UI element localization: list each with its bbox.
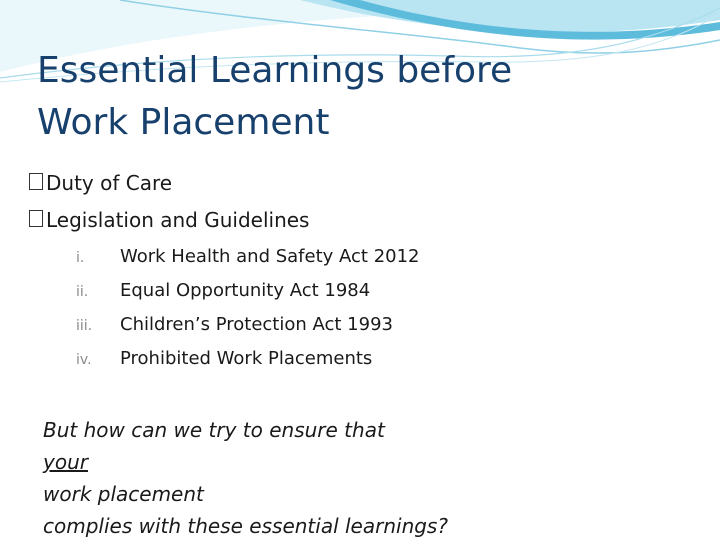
emphasized-word: your <box>43 450 88 474</box>
closing-question-line-1 <box>43 414 703 510</box>
list-numeral: iv. <box>76 352 92 368</box>
list-numeral: iii. <box>76 318 93 334</box>
bullet-item <box>29 165 309 202</box>
bullet-list <box>29 165 309 239</box>
list-item-text: Children’s Protection Act 1993 <box>120 314 393 335</box>
slide-title <box>37 45 512 149</box>
bullet-text: Legislation and Guidelines <box>46 208 310 232</box>
slide-title-line-1: Essential Learnings before <box>37 50 513 91</box>
missing-glyph-icon <box>29 210 43 227</box>
closing-question-line-2: complies with these essential learnings? <box>43 514 448 538</box>
question-text: But how can we try to ensure that <box>43 418 385 442</box>
list-item <box>76 240 420 274</box>
list-item <box>76 308 420 342</box>
missing-glyph-icon <box>29 173 43 190</box>
question-text: work placement <box>43 482 204 506</box>
list-item <box>76 342 420 376</box>
legislation-list <box>76 240 420 376</box>
slide-title-line-2: Work Placement <box>37 102 330 143</box>
bullet-text: Duty of Care <box>46 171 173 195</box>
bullet-item <box>29 202 309 239</box>
list-item-text: Work Health and Safety Act 2012 <box>120 246 420 267</box>
list-item <box>76 274 420 308</box>
closing-question <box>43 414 703 540</box>
list-numeral: ii. <box>76 284 89 300</box>
list-item-text: Prohibited Work Placements <box>120 348 373 369</box>
list-item-text: Equal Opportunity Act 1984 <box>120 280 371 301</box>
list-numeral: i. <box>76 250 85 266</box>
